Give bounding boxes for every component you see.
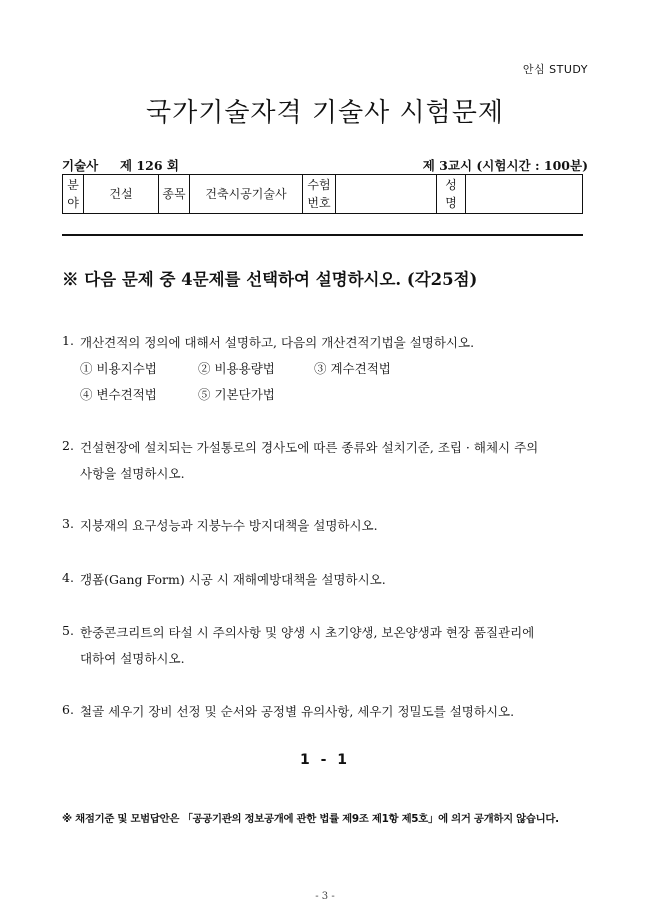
name-value-cell[interactable] (466, 175, 583, 214)
name-label-cell (437, 175, 466, 214)
question-text: 사항을 설명하시오. (80, 466, 185, 481)
question-number: 3. (62, 516, 74, 531)
page-fraction: 1 - 1 (299, 752, 351, 768)
question-text: 한중콘크리트의 타설 시 주의사항 및 양생 시 초기양생, 보온양생과 현장 품질관리에 (80, 625, 535, 640)
question-number: 4. (62, 570, 74, 585)
exam-category-round (62, 156, 179, 174)
exam-number-label-bottom: 번호 (307, 196, 331, 210)
name-label-bottom: 명 (445, 196, 457, 210)
exam-number-label-cell (303, 175, 336, 214)
item-label-cell: 종목 (159, 175, 190, 214)
exam-number-value-cell[interactable] (336, 175, 437, 214)
question-text: 철골 세우기 장비 선정 및 순서와 공정별 유의사항, 세우기 정밀도를 설명하시오. (80, 704, 515, 719)
exam-round: 제 126 회 (120, 158, 179, 173)
field-value-cell: 건설 (84, 175, 159, 214)
question-text: 개산견적의 정의에 대해서 설명하고, 다음의 개산견적기법을 설명하시오. (80, 335, 475, 350)
question-text: 지붕재의 요구성능과 지붕누수 방지대책을 설명하시오. (80, 518, 378, 533)
exam-session: 제 3교시 (시험시간 : 100분) (422, 158, 588, 173)
question-number: 5. (62, 623, 74, 638)
field-label-bottom: 야 (67, 196, 79, 210)
field-label-cell (63, 175, 84, 214)
question-option: ③ 계수견적법 (314, 361, 391, 376)
item-value-cell: 건축시공기술사 (190, 175, 303, 214)
header-divider (62, 234, 583, 236)
question-option: ⑤ 기본단가법 (198, 387, 275, 402)
question-text: 건설현장에 설치되는 가설통로의 경사도에 따른 종류와 설치기준, 조립 · 해체시 주의 (80, 440, 539, 455)
exam-number-label-top: 수험 (307, 178, 331, 192)
exam-info-table (62, 174, 583, 214)
name-label-top: 성 (445, 178, 457, 192)
question-text: 대하여 설명하시오. (80, 651, 185, 666)
question-text: 갱폼(Gang Form) 시공 시 재해예방대책을 설명하시오. (80, 572, 386, 587)
question-number: 6. (62, 702, 74, 717)
exam-category: 기술사 (62, 158, 99, 173)
brand-label: 안심 STUDY (522, 63, 588, 76)
question-option: ② 비용용량법 (198, 361, 275, 376)
field-label-top: 분 (67, 178, 79, 192)
question-number: 2. (62, 438, 74, 453)
question-option: ④ 변수견적법 (80, 387, 157, 402)
question-number: 1. (62, 333, 74, 348)
question-option: ① 비용지수법 (80, 361, 157, 376)
exam-title: 국가기술자격 기술사 시험문제 (145, 98, 505, 128)
footnote: ※ 채점기준 및 모범답안은 「공공기관의 정보공개에 관한 법률 제9조 제1항 제5호」에 의거 공개하지 않습니다. (62, 813, 559, 825)
instruction-text: ※ 다음 문제 중 4문제를 선택하여 설명하시오. (각25점) (62, 270, 478, 289)
page-number: - 3 - (315, 891, 335, 902)
